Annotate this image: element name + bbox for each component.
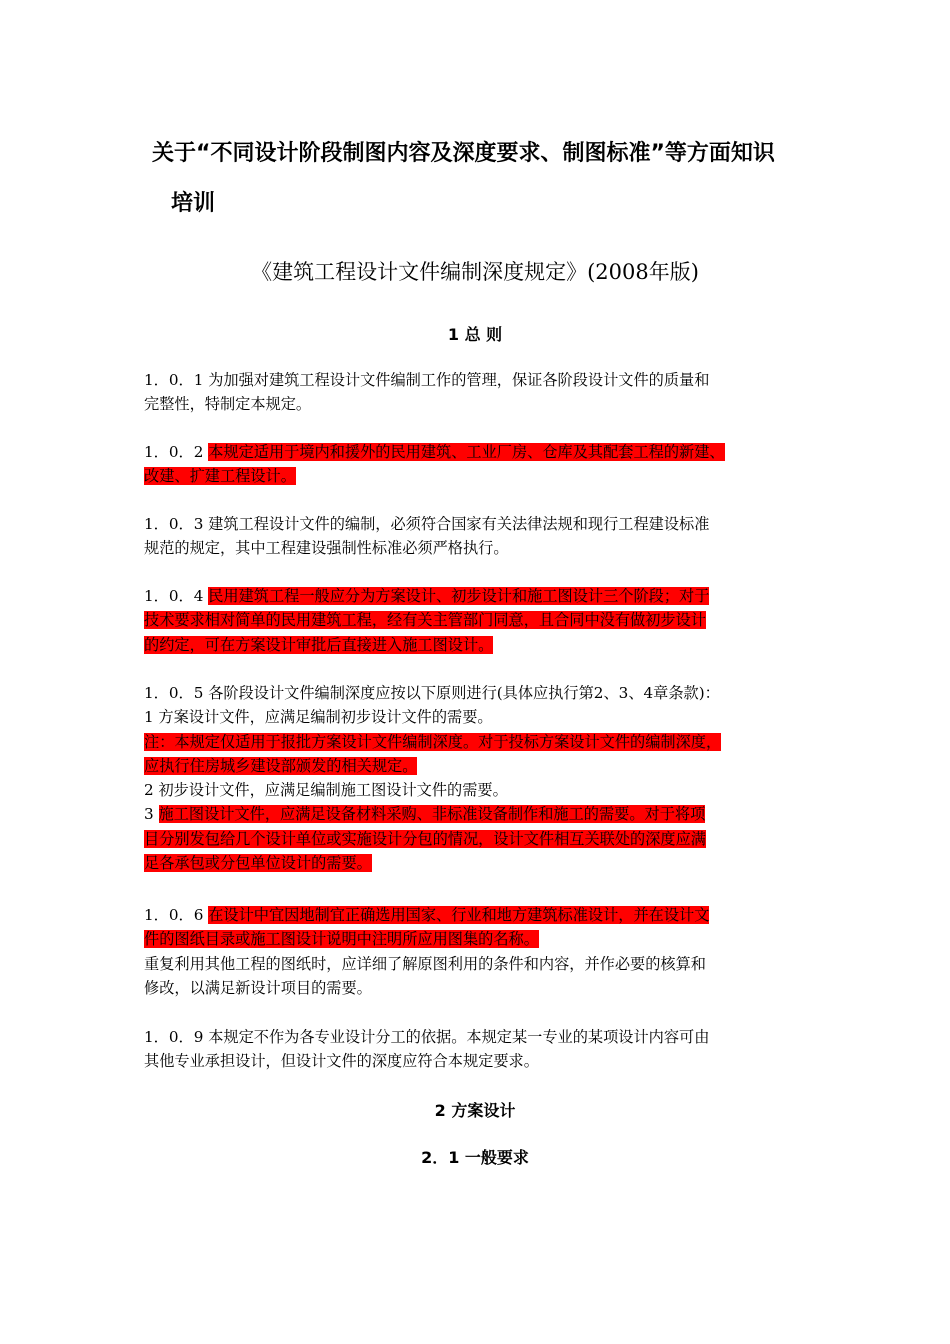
clause-1-0-5 — [144, 681, 814, 875]
clause-line — [144, 584, 814, 608]
highlighted-text: 民用建筑工程一般应分为方案设计、初步设计和施工图设计三个阶段；对于 — [208, 587, 710, 605]
clause-number: 1．0．4 — [144, 587, 209, 605]
clause-line — [144, 633, 814, 657]
highlighted-text: 本规定适用于境内和援外的民用建筑、工业厂房、仓库及其配套工程的新建、 — [208, 443, 725, 461]
chapter-1-heading: 1 总 则 — [447, 325, 503, 344]
clause-1-0-6 — [144, 903, 814, 1000]
clause-line — [144, 927, 814, 951]
highlighted-text: 注：本规定仅适用于报批方案设计文件编制深度。对于投标方案设计文件的编制深度， — [144, 732, 722, 751]
clause-number: 1．0．2 — [144, 443, 209, 461]
clause-line — [144, 754, 814, 778]
training-title-line1: 关于“不同设计阶段制图内容及深度要求、制图标准”等方面知识 — [152, 141, 775, 166]
item-number: 3 — [144, 805, 159, 824]
clause-number: 1．0．6 — [144, 906, 209, 924]
clause-line — [144, 730, 814, 754]
clause-line: 完整性，特制定本规定。 — [144, 395, 312, 414]
clause-line: 重复利用其他工程的图纸时，应详细了解原图利用的条件和内容，并作必要的核算和 — [144, 954, 706, 973]
section-2-1-heading: 2．1 一般要求 — [421, 1148, 529, 1167]
highlighted-text: 在设计中宜因地制宜正确选用国家、行业和地方建筑标准设计，并在设计文 — [208, 906, 710, 924]
clause-line: 1．0．5 各阶段设计文件编制深度应按以下原则进行(具体应执行第2、3、4章条款)： — [144, 684, 720, 702]
clause-1-0-9 — [144, 1025, 814, 1074]
regulation-title: 《建筑工程设计文件编制深度规定》(2008年版) — [251, 260, 699, 284]
clause-line — [144, 827, 814, 851]
clause-line — [144, 903, 814, 927]
clause-1-0-2 — [144, 440, 814, 489]
clause-line: 1．0．3 建筑工程设计文件的编制，必须符合国家有关法律法规和现行工程建设标准 — [144, 515, 710, 533]
training-title-line2: 培训 — [171, 191, 216, 216]
highlighted-text: 应执行住房城乡建设部颁发的相关规定。 — [144, 756, 418, 775]
clause-1-0-3 — [144, 512, 814, 561]
highlighted-text: 改建、扩建工程设计。 — [144, 467, 296, 486]
highlighted-text: 的约定，可在方案设计审批后直接进入施工图设计。 — [144, 635, 494, 654]
clause-1-0-1 — [144, 368, 814, 417]
clause-line: 1 方案设计文件，应满足编制初步设计文件的需要。 — [144, 708, 493, 727]
highlighted-text: 施工图设计文件，应满足设备材料采购、非标准设备制作和施工的需要。对于将项 — [158, 805, 706, 824]
highlighted-text: 足各承包或分包单位设计的需要。 — [144, 854, 372, 873]
clause-line — [144, 802, 814, 826]
clause-line — [144, 464, 814, 488]
clause-line: 1．0．9 本规定不作为各专业设计分工的依据。本规定某一专业的某项设计内容可由 — [144, 1028, 710, 1046]
clause-line: 规范的规定，其中工程建设强制性标准必须严格执行。 — [144, 539, 509, 558]
highlighted-text: 技术要求相对简单的民用建筑工程，经有关主管部门同意，且合同中没有做初步设计 — [144, 611, 706, 630]
clause-line: 其他专业承担设计，但设计文件的深度应符合本规定要求。 — [144, 1052, 539, 1071]
clause-line — [144, 440, 814, 464]
chapter-2-heading: 2 方案设计 — [434, 1101, 516, 1120]
clause-line — [144, 608, 814, 632]
clause-line: 1．0．1 为加强对建筑工程设计文件编制工作的管理，保证各阶段设计文件的质量和 — [144, 371, 710, 389]
clause-1-0-4 — [144, 584, 814, 657]
highlighted-text: 件的图纸目录或施工图设计说明中注明所应用图集的名称。 — [144, 930, 539, 949]
clause-line: 2 初步设计文件，应满足编制施工图设计文件的需要。 — [144, 781, 508, 800]
clause-line: 修改，以满足新设计项目的需要。 — [144, 978, 372, 997]
highlighted-text: 目分别发包给几个设计单位或实施设计分包的情况，设计文件相互关联处的深度应满 — [144, 829, 706, 848]
clause-line — [144, 851, 814, 875]
